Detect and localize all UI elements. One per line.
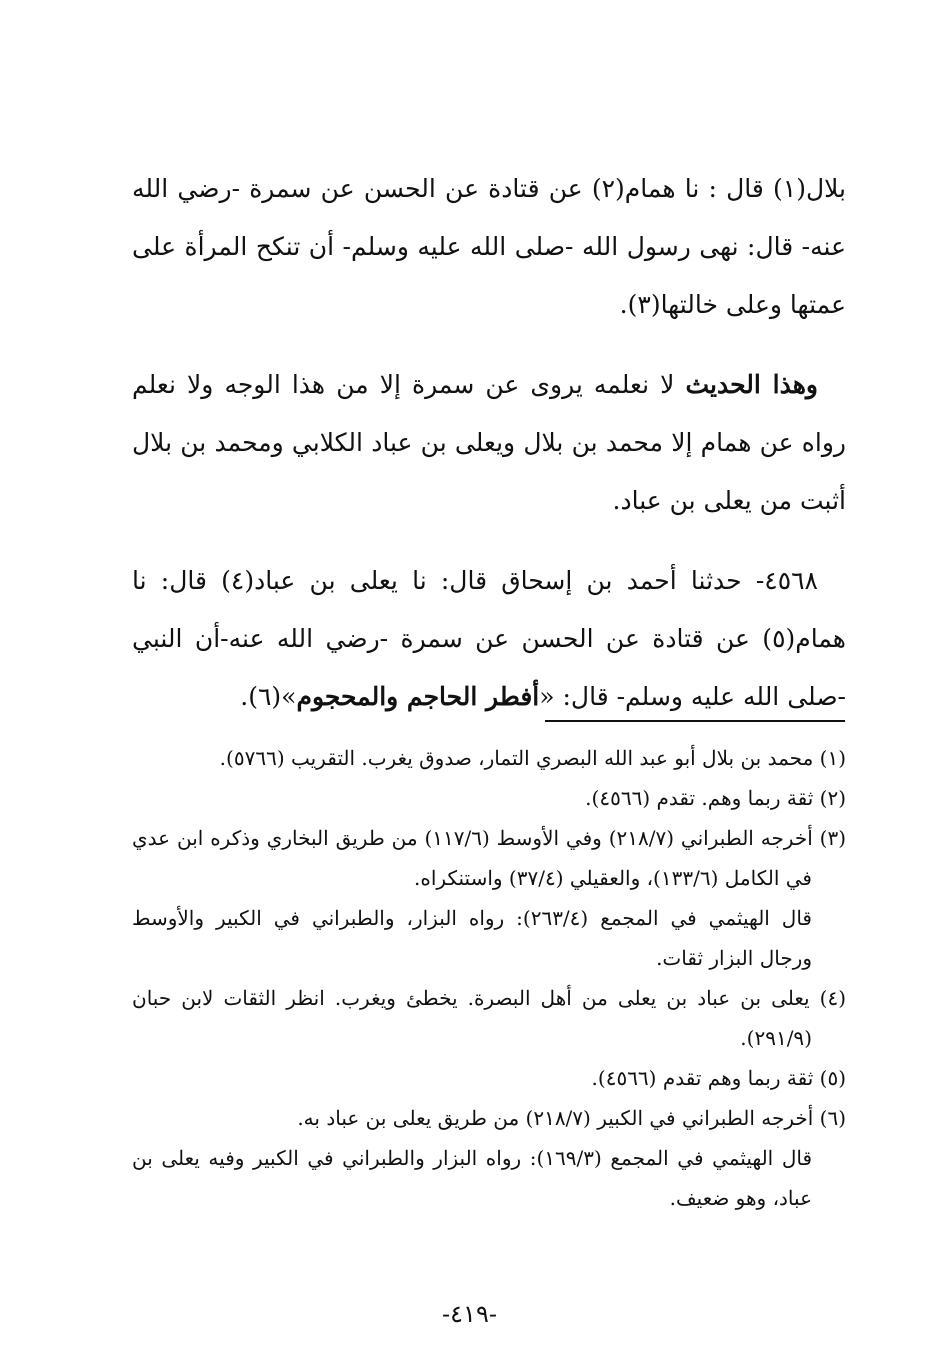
footnote-1: (١) محمد بن بلال أبو عبد الله البصري التمار، صدوق يغرب. التقريب (٥٧٦٦). [219, 746, 846, 770]
paragraph-commentary [132, 356, 846, 530]
footnote-4: (٤) يعلى بن عباد بن يعلى من أهل البصرة. يخطئ ويغرب. انظر الثقات لابن حبان (٢٩١/٩). [132, 986, 846, 1050]
paragraph-3-text-a: ٤٥٦٨- حدثنا أحمد بن إسحاق قال: نا يعلى بن عباد(٤) قال: نا همام(٥) عن قتادة عن الحسن عن سمرة -رضي الله عنه-أن النبي -صلى الله عليه وسلم- قال: « [132, 566, 846, 711]
footnote-6: (٦) أخرجه الطبراني في الكبير (٢١٨/٧) من طريق يعلى بن عباد به. [297, 1106, 846, 1130]
paragraph-2-text: لا نعلمه يروى عن سمرة إلا من هذا الوجه ولا نعلم رواه عن همام إلا محمد بن بلال ويعلى بن عباد الكلابي ومحمد بن بلال أثبت من يعلى بن عباد. [132, 370, 846, 515]
paragraph-3-hadith-text: أفطر الحاجم والمحجوم [296, 682, 540, 711]
paragraph-hadith-4568 [132, 552, 846, 726]
paragraph-2-lead: وهذا الحديث [685, 370, 818, 399]
footnote-3-continuation: قال الهيثمي في المجمع (٢٦٣/٤): رواه البزار، والطبراني في الكبير والأوسط ورجال البزار ثقات. [132, 906, 812, 970]
main-text [132, 160, 846, 748]
footnote-divider [545, 720, 845, 722]
footnote-5: (٥) ثقة ربما وهم تقدم (٤٥٦٦). [591, 1066, 846, 1090]
paragraph-3-text-b: »(٦). [240, 682, 297, 711]
paragraph-hadith-continuation [132, 160, 846, 334]
paragraph-1-text: بلال(١) قال : نا همام(٢) عن قتادة عن الحسن عن سمرة -رضي الله عنه- قال: نهى رسول الله -صلى الله عليه وسلم- أن تنكح المرأة على عمتها وعلى خالتها(٣). [132, 174, 847, 319]
page-number: -٤١٩- [442, 1300, 497, 1328]
footnote-2: (٢) ثقة ربما وهم. تقدم (٤٥٦٦). [585, 786, 846, 810]
footnotes [132, 738, 846, 1218]
footnote-6-continuation: قال الهيثمي في المجمع (١٦٩/٣): رواه البزار والطبراني في الكبير وفيه يعلى بن عباد، وهو ضعيف. [132, 1146, 812, 1210]
footnote-3: (٣) أخرجه الطبراني (٢١٨/٧) وفي الأوسط (١١٧/٦) من طريق البخاري وذكره ابن عدي في الكامل (١٣٣/٦)، والعقيلي (٣٧/٤) واستنكراه. [132, 826, 847, 890]
